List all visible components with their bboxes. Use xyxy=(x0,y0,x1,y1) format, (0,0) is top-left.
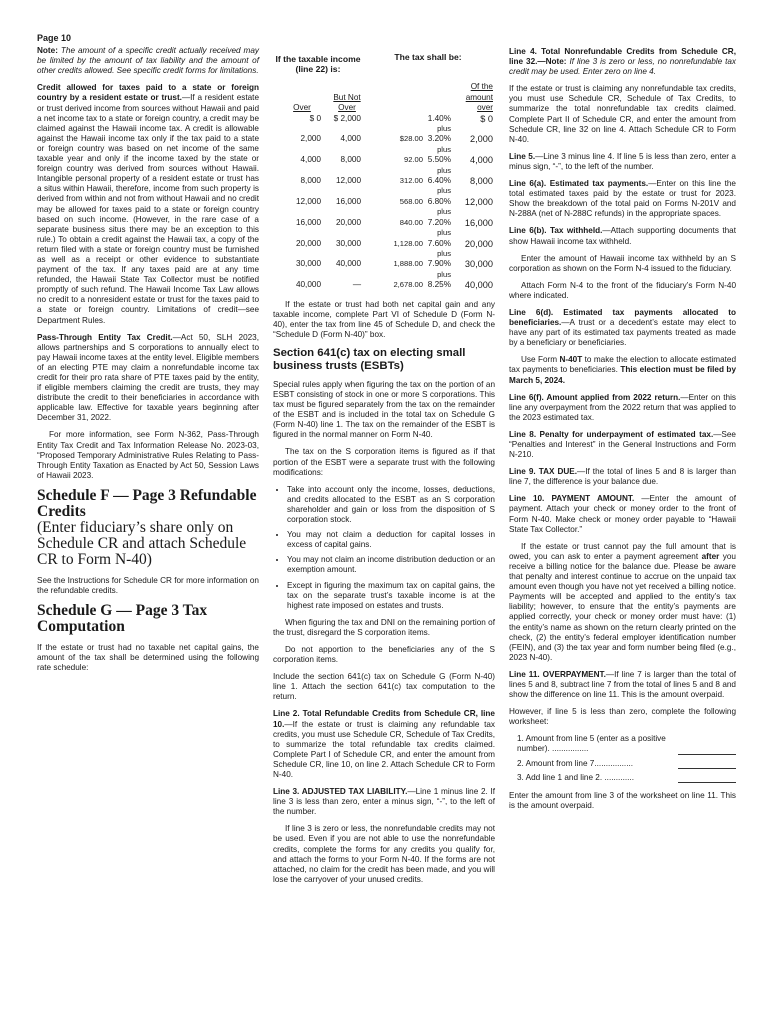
line-4-text: If the estate or trust is claiming any nonrefundable tax credits, you must use Schedule CR, Schedule of Tax Credits, to summarize the total nonrefundable tax credits claimed. Complete Part II of Schedule CR, and enter the amount from Schedule CR, line 32 on line 4. Attach Schedule CR to Form N-40. xyxy=(509,84,736,144)
line-6d-election-text: to make the election to allocate estimated tax payments to beneficiaries. xyxy=(509,355,737,375)
rate-plus-word: plus xyxy=(437,207,451,217)
rate-table-head-tax: The tax shall be: xyxy=(394,52,462,62)
line-6f-paragraph xyxy=(509,393,736,423)
rate-base-cell: 2,678.00 xyxy=(393,280,423,290)
esbt-modifications-list xyxy=(273,485,495,611)
worksheet-entry-line xyxy=(678,746,736,755)
column-right xyxy=(509,47,736,818)
table-row xyxy=(273,186,493,207)
rate-of-amount-over-cell: $ 0 xyxy=(480,113,493,124)
line-9-paragraph xyxy=(509,467,736,487)
rate-but-not-over-cell: — xyxy=(352,280,361,290)
worksheet-outro: Enter the amount from line 3 of the worksheet on line 11. This is the amount overpaid. xyxy=(509,790,736,810)
worksheet-row-label: 2. Amount from line 7................. xyxy=(517,758,634,768)
line-6b-paragraph-2: Enter the amount of Hawaii income tax withheld by an S corporation as shown on the Form N-4 issued to the fiduciary. xyxy=(509,253,736,273)
line-5-text: —Line 3 minus line 4. If line 5 is less than zero, enter a minus sign, “-”, to the left of the number. xyxy=(509,151,736,171)
rate-percent: 6.80% xyxy=(427,196,451,206)
line-4-note-label: —Note: xyxy=(537,57,567,67)
page-number: Page 10 xyxy=(37,33,72,43)
rate-over-cell: 16,000 xyxy=(295,217,321,227)
overpayment-worksheet xyxy=(517,734,736,782)
esbt-paragraph-2: The tax on the S corporation items is figured as if that portion of the ESBT were a separate trust with the following modifications: xyxy=(273,447,495,477)
rate-table-head-income: If the taxable income (line 22) is: xyxy=(275,53,361,74)
rate-percent-cell xyxy=(423,228,451,249)
rate-percent: 6.40% xyxy=(427,176,451,186)
capital-gain-paragraph: If the estate or trust had both net capital gain and any taxable income, complete Part VI of Schedule D (Form N-40), enter the tax from line 45 of Schedule D, and check the “Schedule D (Form N-40)” box. xyxy=(273,299,495,339)
more-info-paragraph: For more information, see Form N-362, Pass-Through Entity Tax Credit and Tax Information Release No. 2023-03, “Proposed Temporary Administrative Rules Relating to Pass-Through Entity Taxation as Enacted by Act 50, Session Laws of Hawaii 2023. xyxy=(37,430,259,480)
rate-percent-cell xyxy=(423,186,451,207)
rate-percent: 3.20% xyxy=(427,134,451,144)
schedule-f-subtitle: (Enter fiduciary’s share only on Schedule CR and attach Schedule CR to Form N-40) xyxy=(37,518,247,568)
line-4-note: If line 3 is zero or less, no nonrefundable tax credit may be used. Enter zero on line 4. xyxy=(509,57,736,77)
note-paragraph xyxy=(37,46,259,76)
rate-base-cell: 840.00 xyxy=(399,217,423,227)
rate-over-cell: 30,000 xyxy=(295,259,321,269)
rate-plus-word: plus xyxy=(437,248,451,258)
rate-but-not-over-cell: 30,000 xyxy=(335,238,361,248)
esbt-paragraph-1: Special rules apply when figuring the tax on the portion of an ESBT consisting of stock in one or more S corporations. This tax must be figured separately from the tax on the remainder of the ESBT and is included in the total tax on Schedule G (Form N-40) line 1. The tax on the remainder of the ESBT is figured in the normal manner on Form N-40. xyxy=(273,379,495,440)
rate-base-cell: 1,888.00 xyxy=(393,259,423,269)
esbt-paragraph-3: When figuring the tax and DNI on the remaining portion of the trust, disregard the S corporation items. xyxy=(273,617,495,637)
line-10-title: Line 10. PAYMENT AMOUNT. xyxy=(509,494,635,504)
line-10-after: after xyxy=(701,551,720,561)
column-left xyxy=(37,33,259,680)
rate-of-amount-over-cell: 20,000 xyxy=(464,238,493,249)
esbt-heading: Section 641(c) tax on electing small business trusts (ESBTs) xyxy=(273,346,466,372)
rate-of-amount-over-cell: 40,000 xyxy=(464,280,493,291)
rate-base-cell: 568.00 xyxy=(399,196,423,206)
rate-but-not-over-cell: 20,000 xyxy=(335,217,361,227)
table-row xyxy=(273,270,493,291)
esbt-paragraph-4: Do not apportion to the beneficiaries any of the S corporation items. xyxy=(273,644,495,665)
table-row xyxy=(273,166,493,187)
line-2-paragraph xyxy=(273,709,495,780)
schedule-f-title: Schedule F — Page 3 Refundable Credits xyxy=(37,486,257,520)
rate-percent: 7.20% xyxy=(427,217,451,227)
rate-percent-cell xyxy=(423,145,451,166)
table-row xyxy=(273,228,493,249)
line-3-paragraph xyxy=(273,787,495,817)
worksheet-entry-line xyxy=(678,774,736,783)
line-11-paragraph xyxy=(509,670,736,700)
credit-title: Credit allowed for taxes paid to a state or foreign country by a resident estate or trust. xyxy=(37,83,259,103)
table-row xyxy=(273,124,493,145)
pte-paragraph xyxy=(37,333,259,424)
line-6f-title: Line 6(f). Amount applied from 2022 return. xyxy=(509,392,681,402)
table-row xyxy=(273,207,493,228)
rate-base-cell: 312.00 xyxy=(399,176,423,186)
rate-but-not-over-cell: 16,000 xyxy=(335,196,361,206)
rate-base-cell xyxy=(363,114,423,124)
rate-percent: 5.50% xyxy=(427,155,451,165)
line-6a-title: Line 6(a). Estimated tax payments. xyxy=(509,179,649,189)
col-header-but-not-over: But Not Over xyxy=(333,92,361,113)
worksheet-intro: However, if line 5 is less than zero, complete the following worksheet: xyxy=(509,707,736,727)
rate-table-rows xyxy=(273,114,493,291)
worksheet-row xyxy=(517,773,736,783)
schedule-g-text: If the estate or trust had no taxable net capital gains, the amount of the tax shall be determined using the following rate schedule: xyxy=(37,643,259,673)
rate-of-amount-over-cell: 16,000 xyxy=(464,217,493,228)
rate-plus-word: plus xyxy=(437,124,451,134)
line-6b-paragraph xyxy=(509,226,736,246)
line-10-text-a: If the estate or trust cannot pay the full amount that is owed, you can ask to enter a payment agreement xyxy=(509,541,736,561)
line-3-paragraph-2: If line 3 is zero or less, the nonrefundable credits may not be used. Even if you are not able to use the nonrefundable credits, complete the forms for any credits you qualify for, and attach the forms to your Form N-40. If the forms are not attached, no claim for the credit has been made, and you will lose the carryover of your unused credits. xyxy=(273,824,495,884)
rate-but-not-over-cell: 12,000 xyxy=(335,176,361,186)
note-text: The amount of a specific credit actually received may be limited by the amount of tax liability and the amount of other credits allowed. See specific credit forms for limitations. xyxy=(37,46,259,76)
line-9-text: —If the total of lines 5 and 8 is larger than line 7, the difference is your balance due. xyxy=(509,467,737,487)
rate-of-amount-over-cell: 30,000 xyxy=(464,259,493,270)
rate-over-cell: 4,000 xyxy=(300,155,321,165)
list-item: • Except in figuring the maximum tax on capital gains, the tax on the separate trust’s taxable income is at the highest rate imposed on estates and trusts. xyxy=(287,581,495,611)
line-6d-form-number: N-40T xyxy=(559,355,583,365)
line-8-title: Line 8. Penalty for underpayment of estimated tax. xyxy=(509,429,714,439)
rate-percent-cell xyxy=(423,114,451,124)
rate-over-cell: $ 0 xyxy=(309,113,321,123)
rate-plus-word: plus xyxy=(437,165,451,175)
pte-text: —Act 50, SLH 2023, allows partnerships and S corporations to annually elect to pay Hawaii income taxes at the entity level. Eligible members of an electing PTE may claim a nonrefundable income tax credit for their pro rata share of PTE taxes paid by the entity, if eligible members claiming the credit are trusts, they may distribute the credit to their beneficiaries in accordance with applicable law. Effective for taxable years beginning after December 31, 2022. xyxy=(37,332,259,423)
line-3-title: Line 3. ADJUSTED TAX LIABILITY. xyxy=(273,787,408,797)
line-6a-text: —Enter on this line the total estimated taxes paid by the estate or trust for 2023. Show the breakdown of the total paid on Forms N-201V and N-288A (net of N-288C refunds) in the appropriate spaces. xyxy=(509,179,736,219)
rate-percent-cell xyxy=(423,270,451,291)
rate-plus-word: plus xyxy=(437,186,451,196)
rate-of-amount-over-cell: 2,000 xyxy=(470,134,493,145)
line-6b-title: Line 6(b). Tax withheld. xyxy=(509,226,603,236)
line-5-paragraph xyxy=(509,152,736,172)
rate-over-cell: 2,000 xyxy=(300,134,321,144)
col-header-over: Over xyxy=(293,103,311,113)
line-11-title: Line 11. OVERPAYMENT. xyxy=(509,669,606,679)
rate-percent: 7.60% xyxy=(427,238,451,248)
rate-of-amount-over-cell: 8,000 xyxy=(470,176,493,187)
rate-percent-cell xyxy=(423,166,451,187)
line-6d-paragraph-2 xyxy=(509,355,736,385)
table-row xyxy=(273,249,493,270)
worksheet-row-label: 1. Amount from line 5 (enter as a positive number). ................ xyxy=(517,734,666,754)
rate-over-cell: 20,000 xyxy=(295,238,321,248)
rate-plus-word: plus xyxy=(437,228,451,238)
line-6d-use-form: Use Form xyxy=(521,355,560,365)
rate-percent-cell xyxy=(423,207,451,228)
line-10-text-b: you receive a billing notice for the balance due. Please be aware that penalty and interest continue to accrue on the unpaid tax amount even though you have not yet received a billing notice. Payments will be accepted and applied to the entity’s tax liability; however, to ensure that the entity’s payments are applied correctly, your check or money order must have: (1) the entity’s name as shown on the return clearly printed on the check, (2) the entity’s federal employer identification number (FEIN), and (3) the tax year and form number being filed (e.g., 2023 N-40). xyxy=(509,551,736,662)
line-6d-deadline: This election must be filed by March 5, 2024. xyxy=(509,365,736,385)
list-item: • Take into account only the income, losses, deductions, and credits allocated to the ESBT as an S corporation shareholder and gain or loss from the disposition of S corporation stock. xyxy=(287,485,495,525)
tax-rate-table xyxy=(273,52,493,291)
line-3-text: —Line 1 minus line 2. If line 3 is less than zero, enter a minus sign, “-”, to the left of the number. xyxy=(273,787,495,817)
esbt-paragraph-5: Include the section 641(c) tax on Schedule G (Form N-40) line 1. Attach the section 641(c) tax computation to the return. xyxy=(273,672,495,702)
line-10-text: —Enter the amount of payment. Attach your check or money order to the front of Form N-40. Make check or money order payable to “Hawaii State Tax Collector.” xyxy=(509,494,736,534)
line-6d-title: Line 6(d). Estimated tax payments allocated to beneficiaries. xyxy=(509,307,736,328)
rate-base-cell: $28.00 xyxy=(399,134,423,144)
worksheet-row xyxy=(517,734,736,754)
credit-text: —If a resident estate or trust derived income from sources without Hawaii and paid a net income tax to a state or foreign country, a credit may be claimed against the Hawaii income tax. A credit is allowable against the Hawaii income tax only if the tax paid to a state or foreign country was based on net income of the same taxable year and only if the income taxed by the state or foreign country was derived from sources without Hawaii. Intangible personal property of a resident estate or trust has a situs within Hawaii, therefore, income from such property is derived from within and not from without Hawaii and no credit may be allowed for taxes paid to a state or foreign country based on such income. (However, in the rare case of a separate business situs there may be an exception to this rule.) To obtain a credit against the Hawaii tax, a copy of the return filed with a state or foreign country must be furnished as well as a receipt or other evidence to substantiate payment of the tax. If any taxes paid are at any time refunded, the Hawaii State Tax Collector must be notified promptly of such refund. The Hawaii Income Tax Law allows no credit to a nonresident estate or trust for the taxes paid to a state or foreign country. Limitations of credit—see Department Rules. xyxy=(37,93,259,325)
line-8-paragraph xyxy=(509,430,736,460)
column-middle xyxy=(273,52,495,892)
line-6d-paragraph xyxy=(509,308,736,348)
rate-percent: 7.90% xyxy=(427,259,451,269)
list-item: • You may not claim a deduction for capital losses in excess of capital gains. xyxy=(287,530,495,550)
table-row xyxy=(273,145,493,166)
rate-base-cell: 1,128.00 xyxy=(393,238,423,248)
rate-percent-cell xyxy=(423,249,451,270)
line-6f-text: —Enter on this line any overpayment from the 2022 return that was applied to the 2023 estimated tax. xyxy=(509,392,736,422)
rate-percent-cell xyxy=(423,124,451,145)
worksheet-row-label: 3. Add line 1 and line 2. ............. xyxy=(517,772,634,782)
worksheet-row xyxy=(517,759,736,769)
pte-title: Pass-Through Entity Tax Credit. xyxy=(37,332,173,342)
list-item: • You may not claim an income distribution deduction or an exemption amount. xyxy=(287,555,495,575)
line-10-paragraph xyxy=(509,494,736,534)
line-8-text: —See “Penalties and Interest” in the General Instructions and Form N-210. xyxy=(509,429,736,460)
rate-plus-word: plus xyxy=(437,269,451,279)
schedule-g-heading: Schedule G — Page 3 Tax Computation xyxy=(37,602,208,636)
rate-but-not-over-cell: 8,000 xyxy=(340,155,361,165)
rate-but-not-over-cell: $ 2,000 xyxy=(333,113,361,123)
table-row xyxy=(273,114,493,124)
rate-over-cell: 12,000 xyxy=(295,196,321,206)
worksheet-entry-line xyxy=(678,760,736,769)
line-2-text: —If the estate or trust is claiming any refundable tax credits, you must use Schedule CR, Schedule of Tax Credits, to summarize the total refundable tax credits claimed. Complete Part I of Schedule CR, and enter the amount from Schedule CR, line 10, on line 2. Attach Schedule CR to Form N-40. xyxy=(273,719,495,779)
rate-but-not-over-cell: 40,000 xyxy=(335,259,361,269)
rate-plus-word: plus xyxy=(437,144,451,154)
rate-over-cell: 40,000 xyxy=(295,280,321,290)
line-5-title: Line 5. xyxy=(509,151,536,161)
rate-but-not-over-cell: 4,000 xyxy=(340,134,361,144)
line-4-paragraph xyxy=(509,47,736,77)
schedule-f-text: See the Instructions for Schedule CR for more information on the refundable credits. xyxy=(37,575,259,596)
rate-percent: 8.25% xyxy=(427,280,451,290)
rate-percent: 1.40% xyxy=(427,113,451,123)
line-6d-text: —A trust or a decedent’s estate may elect to have any part of its estimated tax payments treated as made by a beneficiary or beneficiaries. xyxy=(509,318,736,348)
rate-of-amount-over-cell: 12,000 xyxy=(464,196,493,207)
note-label: Note: xyxy=(37,46,58,56)
rate-base-cell: 92.00 xyxy=(403,155,423,165)
rate-of-amount-over-cell: 4,000 xyxy=(470,155,493,166)
line-9-title: Line 9. TAX DUE. xyxy=(509,467,578,477)
line-6b-text: —Attach supporting documents that show Hawaii income tax withheld. xyxy=(509,226,736,246)
line-6a-paragraph xyxy=(509,179,736,219)
line-11-text: —If line 7 is larger than the total of lines 5 and 8, subtract line 7 from the total of lines 5 and 8 and show the difference on line 11. This is the amount overpaid. xyxy=(509,669,736,700)
rate-over-cell: 8,000 xyxy=(300,176,321,186)
line-10-paragraph-2 xyxy=(509,542,736,663)
col-header-of-amount-over: Of the amount over xyxy=(465,82,493,113)
line-2-title: Line 2. Total Refundable Credits from Schedule CR, line 10. xyxy=(273,709,495,729)
line-6b-paragraph-3: Attach Form N-4 to the front of the fiduciary’s Form N-40 where indicated. xyxy=(509,280,736,300)
schedule-f-heading xyxy=(37,488,259,568)
credit-paragraph xyxy=(37,83,259,325)
line-4-title: Line 4. Total Nonrefundable Credits from Schedule CR, line 32. xyxy=(509,47,736,67)
